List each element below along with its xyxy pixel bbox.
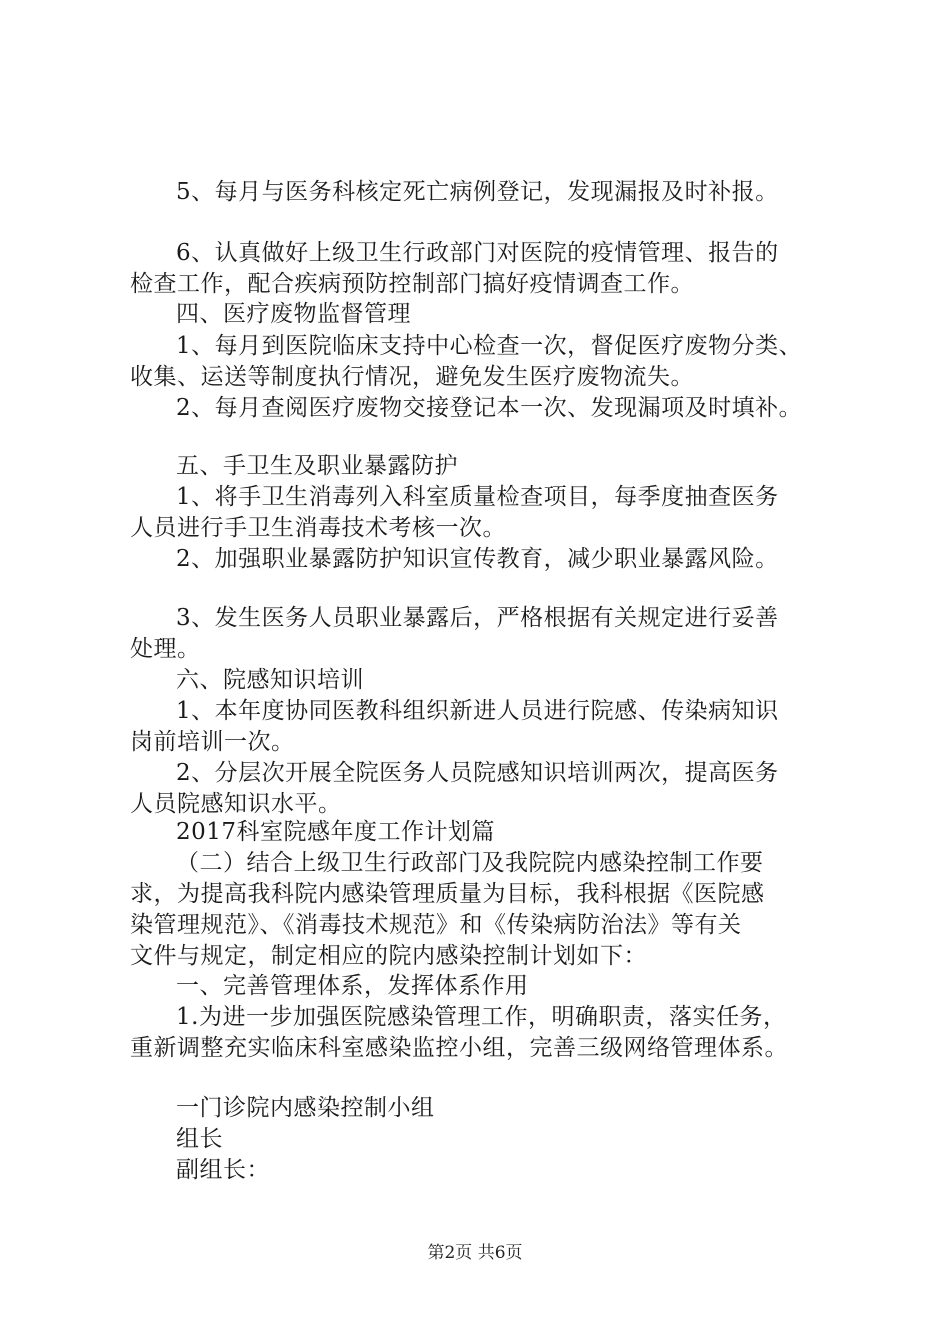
paragraph-line: 染管理规范》、《消毒技术规范》和《传染病防治法》等有关 <box>130 912 742 938</box>
section-heading: 五、手卫生及职业暴露防护 <box>176 453 458 479</box>
paragraph-line: 重新调整充实临床科室感染监控小组，完善三级网络管理体系。 <box>130 1035 788 1061</box>
paragraph-line: 人员院感知识水平。 <box>130 791 342 817</box>
paragraph-line: 1.为进一步加强医院感染管理工作，明确职责，落实任务， <box>176 1004 787 1030</box>
paragraph-line: 岗前培训一次。 <box>130 729 295 755</box>
paragraph-line: 人员进行手卫生消毒技术考核一次。 <box>130 515 506 541</box>
paragraph-line: 1、每月到医院临床支持中心检查一次，督促医疗废物分类、 <box>176 333 803 359</box>
paragraph-line: 2、加强职业暴露防护知识宣传教育，减少职业暴露风险。 <box>176 546 779 572</box>
section-heading: 六、院感知识培训 <box>176 667 364 693</box>
paragraph-line: 2、分层次开展全院医务人员院感知识培训两次，提高医务 <box>176 760 779 786</box>
paragraph-line: 6、认真做好上级卫生行政部门对医院的疫情管理、报告的 <box>176 240 779 266</box>
paragraph-line: 检查工作，配合疾病预防控制部门搞好疫情调查工作。 <box>130 271 694 297</box>
paragraph-line: （二）结合上级卫生行政部门及我院院内感染控制工作要 <box>176 850 764 876</box>
section-heading: 四、医疗废物监督管理 <box>176 301 411 327</box>
section-heading: 一、完善管理体系，发挥体系作用 <box>176 973 529 999</box>
paragraph-line: 2、每月查阅医疗废物交接登记本一次、发现漏项及时填补。 <box>176 395 803 421</box>
paragraph-line: 处理。 <box>130 636 201 662</box>
paragraph-line: 1、将手卫生消毒列入科室质量检查项目，每季度抽查医务 <box>176 484 779 510</box>
paragraph-line: 收集、运送等制度执行情况，避免发生医疗废物流失。 <box>130 364 694 390</box>
paragraph-line: 求，为提高我科院内感染管理质量为目标，我科根据《医院感 <box>130 881 765 907</box>
page-number-footer: 第2页 共6页 <box>427 1243 523 1263</box>
paragraph-line: 1、本年度协同医教科组织新进人员进行院感、传染病知识 <box>176 698 779 724</box>
paragraph-line: 组长 <box>176 1126 223 1152</box>
paragraph-line: 3、发生医务人员职业暴露后，严格根据有关规定进行妥善 <box>176 605 779 631</box>
paragraph-line: 副组长： <box>176 1157 270 1183</box>
paragraph-line: 5、每月与医务科核定死亡病例登记，发现漏报及时补报。 <box>176 179 779 205</box>
section-title: 2017科室院感年度工作计划篇 <box>176 819 496 845</box>
paragraph-line: 一门诊院内感染控制小组 <box>176 1095 435 1121</box>
paragraph-line: 文件与规定，制定相应的院内感染控制计划如下： <box>130 943 647 969</box>
